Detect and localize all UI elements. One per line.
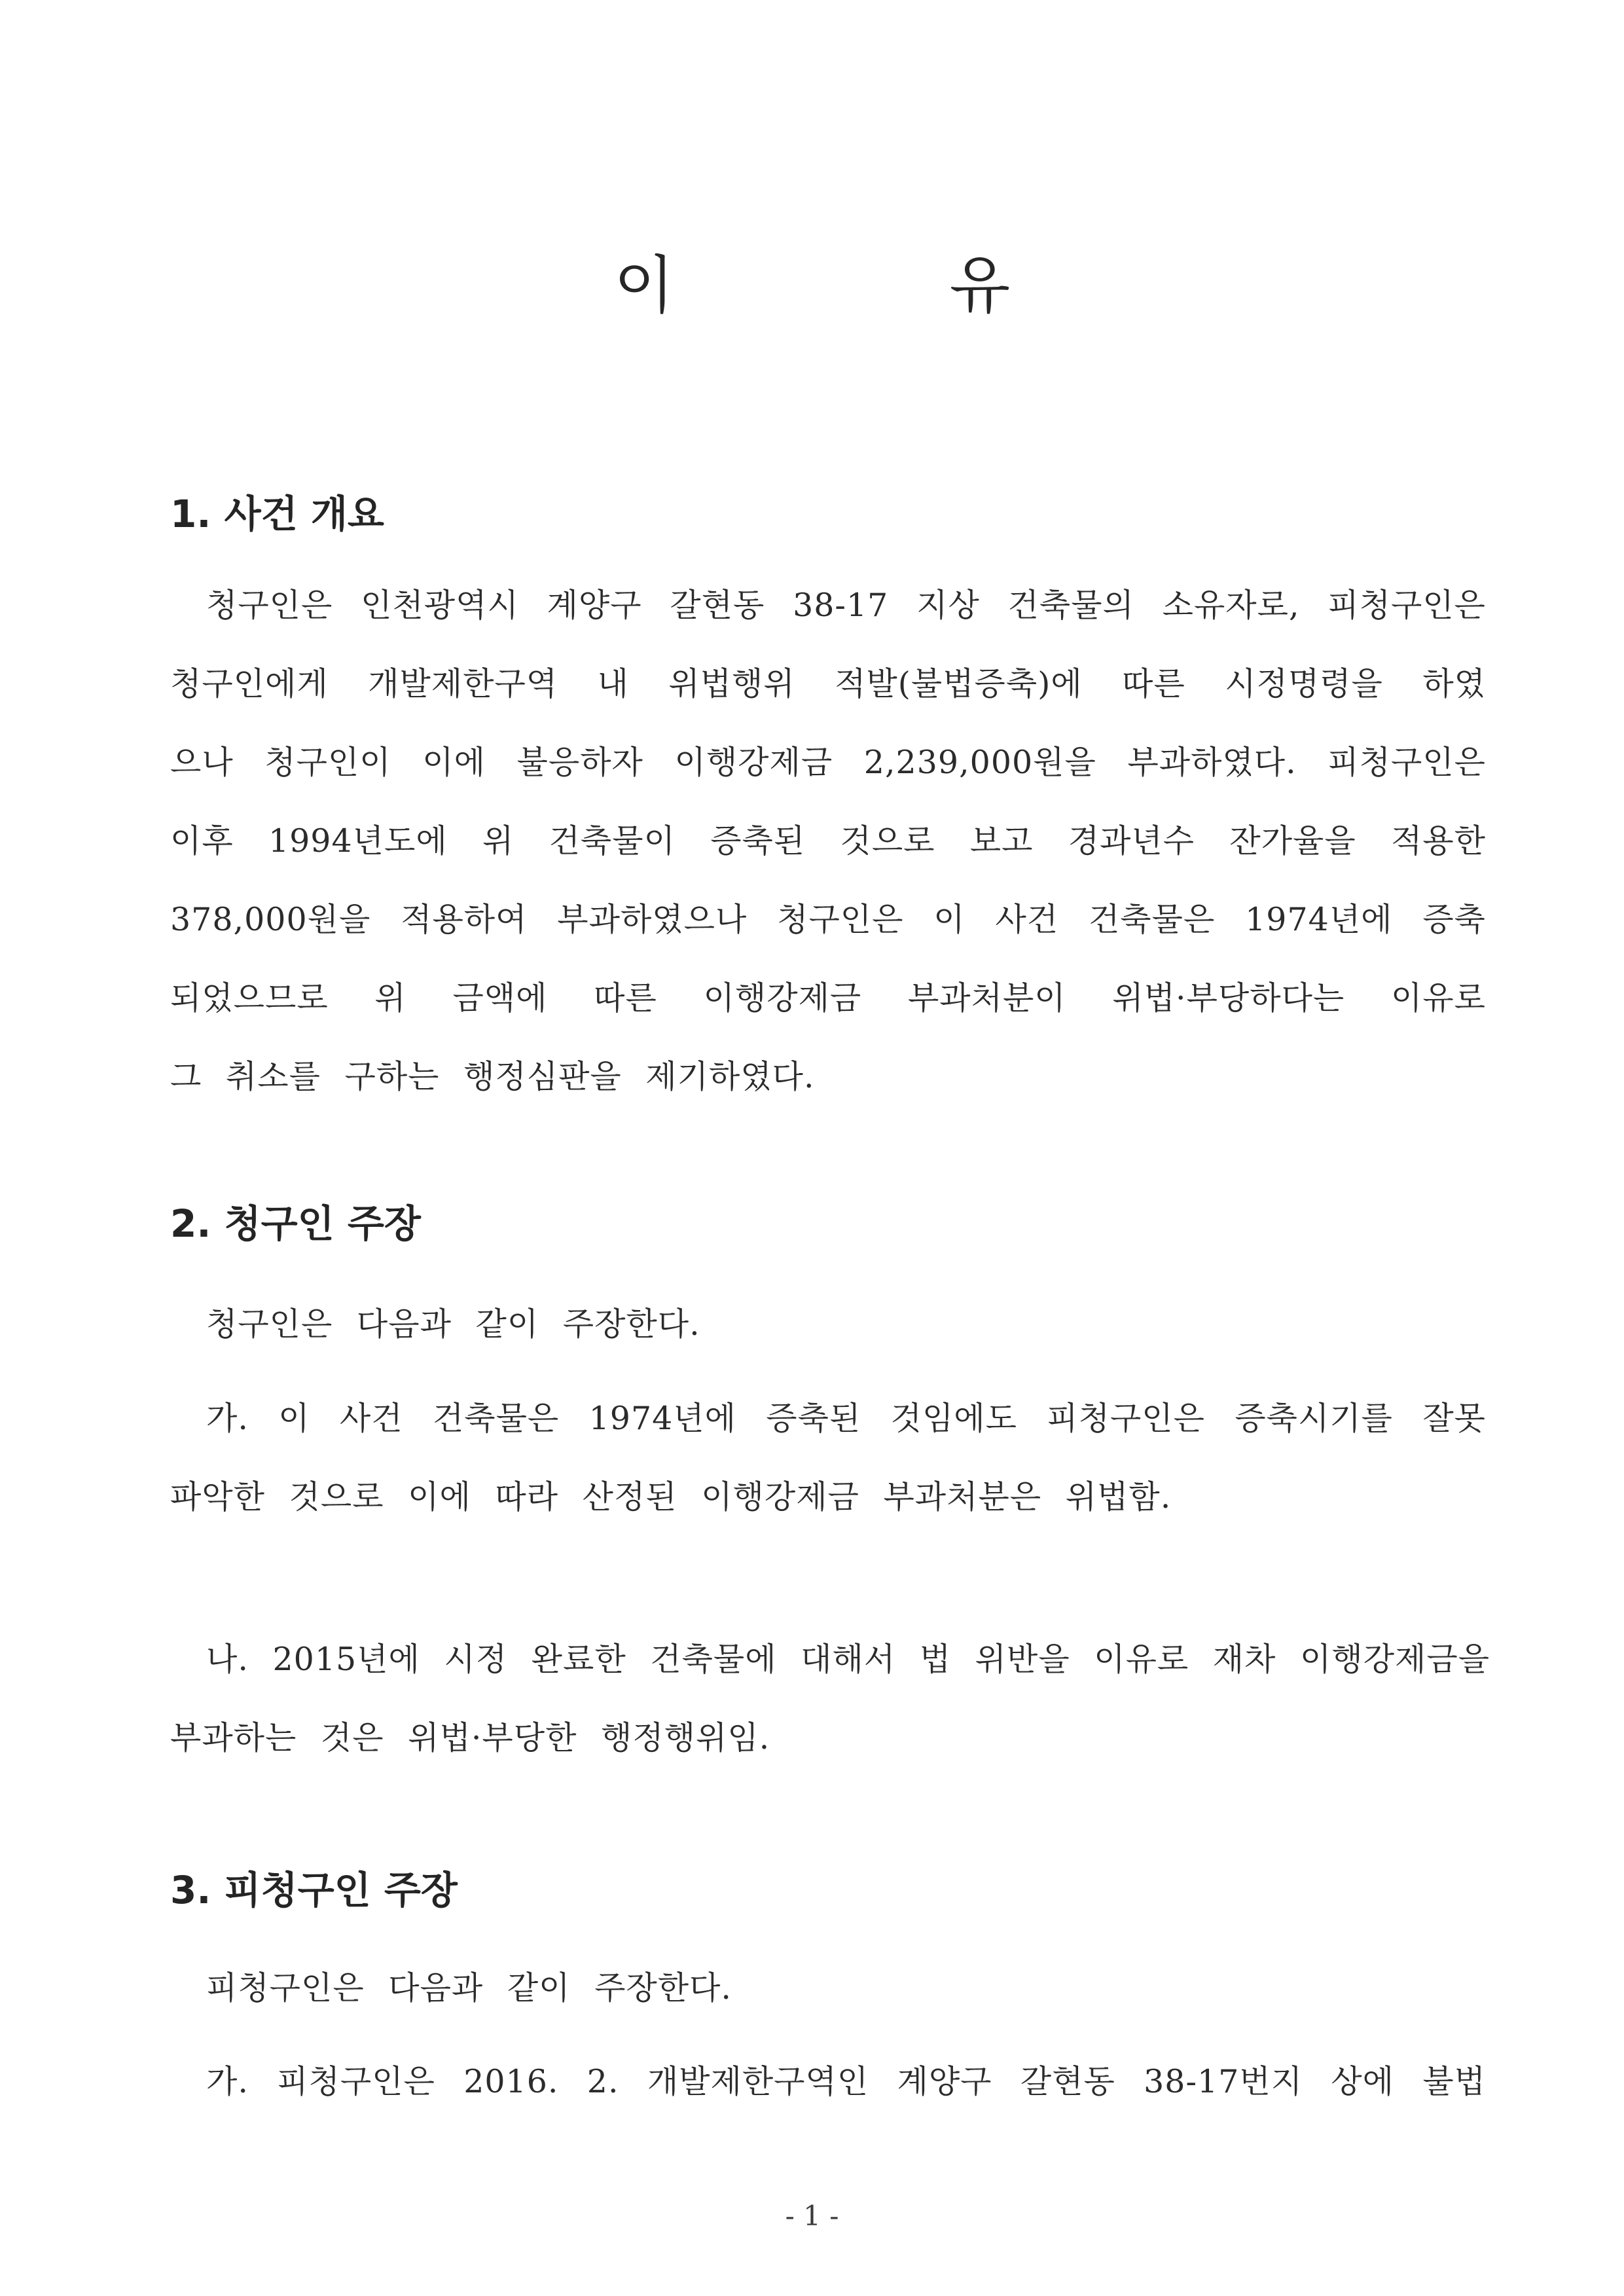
section-1-heading: 1. 사건 개요	[170, 492, 384, 536]
section-1-line-7: 그 취소를 구하는 행정심판을 제기하였다.	[170, 1058, 815, 1095]
document-title	[0, 236, 1624, 325]
section-2-intro: 청구인은 다음과 같이 주장한다.	[206, 1305, 700, 1343]
section-2-item-ga-line-1: 가. 이 사건 건축물은 1974년에 증축된 것임에도 피청구인은 증축시기를 잘못	[206, 1400, 1486, 1437]
page-number: - 1 -	[785, 2200, 839, 2232]
section-1-line-2: 청구인에게 개발제한구역 내 위법행위 적발(불법증축)에 따른 시정명령을 하였	[170, 665, 1486, 702]
section-1-line-1: 청구인은 인천광역시 계양구 갈현동 38-17 지상 건축물의 소유자로, 피청구인은	[206, 587, 1486, 624]
section-2-heading: 2. 청구인 주장	[170, 1201, 421, 1246]
section-1-line-4: 이후 1994년도에 위 건축물이 증축된 것으로 보고 경과년수 잔가율을 적용한	[170, 822, 1486, 860]
section-3-heading: 3. 피청구인 주장	[170, 1868, 458, 1912]
section-2-item-na-line-1: 나. 2015년에 시정 완료한 건축물에 대해서 법 위반을 이유로 재차 이행강제금을	[206, 1641, 1490, 1678]
section-1-line-5: 378,000원을 적용하여 부과하였으나 청구인은 이 사건 건축물은 1974년에 증축	[170, 901, 1486, 938]
section-2-item-na-line-2: 부과하는 것은 위법·부당한 행정행위임.	[170, 1719, 770, 1757]
section-3-item-ga-line-1: 가. 피청구인은 2016. 2. 개발제한구역인 계양구 갈현동 38-17번지 상에 불법	[206, 2063, 1486, 2100]
section-3-intro: 피청구인은 다음과 같이 주장한다.	[206, 1969, 732, 2007]
section-2-item-ga-line-2: 파악한 것으로 이에 따라 산정된 이행강제금 부과처분은 위법함.	[170, 1478, 1172, 1516]
section-1-line-6: 되었으므로 위 금액에 따른 이행강제금 부과처분이 위법·부당하다는 이유로	[170, 979, 1486, 1017]
title-char-right: 유	[949, 249, 1011, 322]
title-char-left: 이	[613, 249, 675, 322]
section-1-line-3: 으나 청구인이 이에 불응하자 이행강제금 2,239,000원을 부과하였다. 피청구인은	[170, 744, 1486, 781]
